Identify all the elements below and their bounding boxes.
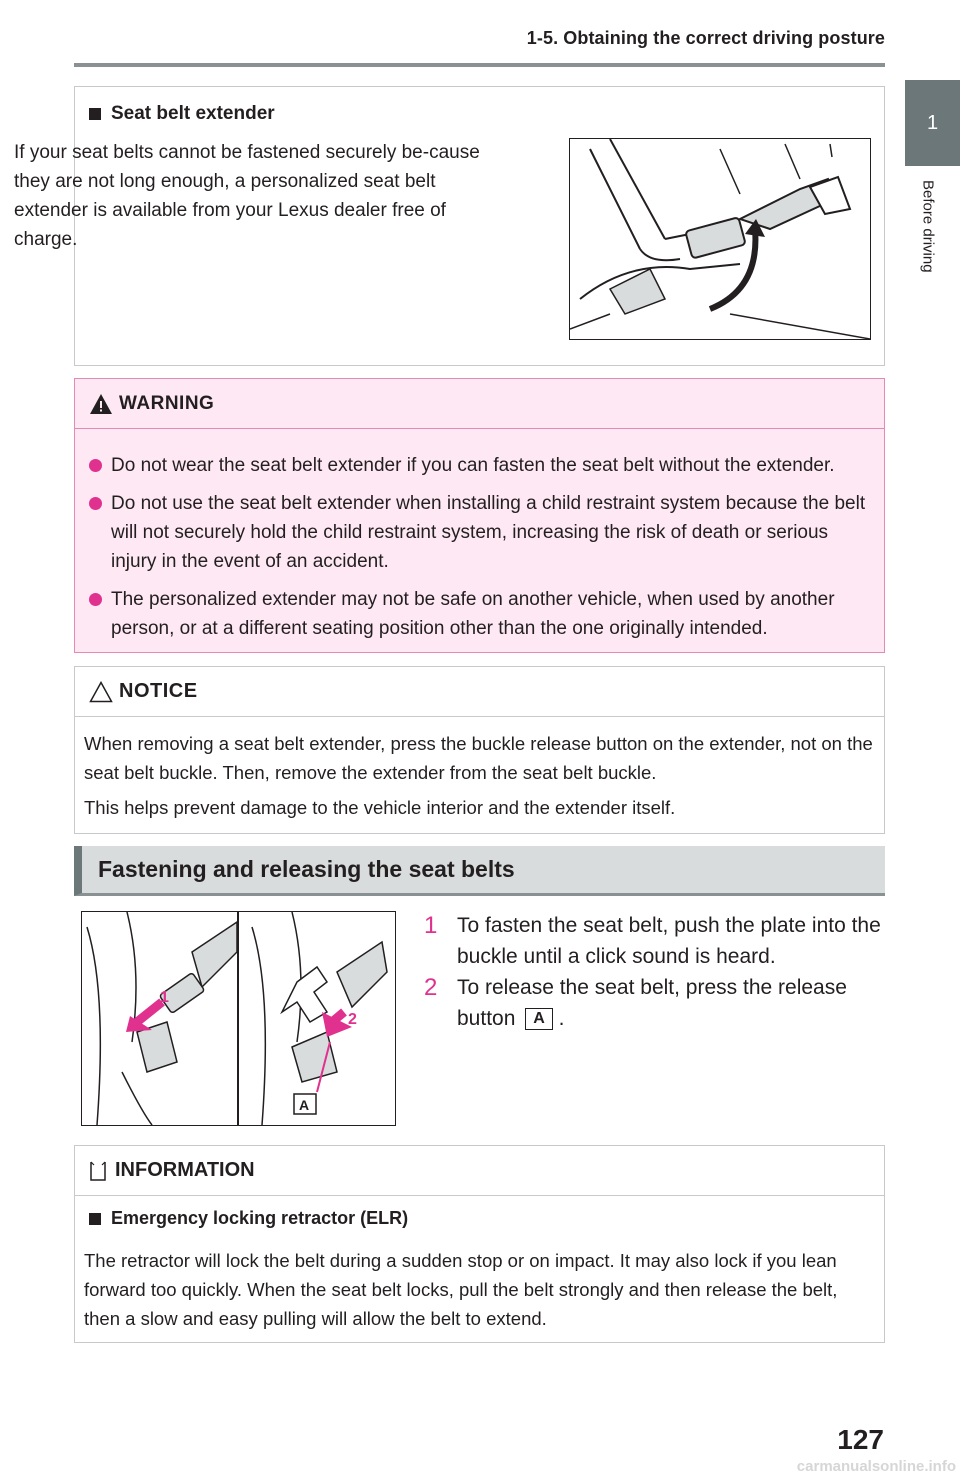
square-bullet-icon xyxy=(89,108,101,120)
figure-button-label: A xyxy=(299,1097,310,1113)
warning-title: WARNING xyxy=(119,392,215,414)
step-1 xyxy=(424,910,884,972)
watermark: carmanualsonline.info xyxy=(796,1458,956,1474)
caution-triangle-icon xyxy=(89,681,113,703)
bullet-icon xyxy=(89,459,102,472)
information-title: INFORMATION xyxy=(115,1159,255,1181)
step-2 xyxy=(424,972,884,1034)
bullet-icon xyxy=(89,497,102,510)
notice-header xyxy=(75,667,884,717)
warning-item: Do not wear the seat belt extender if you can fasten the seat belt without the extender. xyxy=(89,451,869,480)
information-icon xyxy=(89,1160,107,1182)
chapter-tab-label: Before driving xyxy=(919,180,937,273)
notice-box xyxy=(74,666,885,834)
button-reference-label: A xyxy=(525,1008,553,1030)
fasten-release-illustration xyxy=(81,911,396,1126)
extender-text: If your seat belts cannot be fastened securely be-cause they are not long enough, a personalized seat belt extender is available from your Lexus dealer free of charge. xyxy=(14,142,480,250)
section-heading-bar xyxy=(74,846,885,896)
notice-title: NOTICE xyxy=(119,680,198,702)
warning-box xyxy=(74,378,885,653)
step-text: To fasten the seat belt, push the plate into the buckle until a click sound is heard. xyxy=(457,914,881,968)
warning-triangle-icon xyxy=(89,393,113,415)
notice-paragraph: This helps prevent damage to the vehicle interior and the extender itself. xyxy=(84,797,676,818)
information-box xyxy=(74,1145,885,1343)
warning-item: The personalized extender may not be safe on another vehicle, when used by another person, or at a different seating position other than the one originally intended. xyxy=(89,585,869,643)
page-number: 127 xyxy=(837,1424,884,1455)
step-suffix: . xyxy=(558,1007,565,1030)
extender-title: Seat belt extender xyxy=(111,103,275,124)
notice-paragraph: When removing a seat belt extender, press the buckle release button on the extender, not on the seat belt buckle. Then, remove the extender from the seat belt buckle. xyxy=(84,733,873,783)
warning-item: Do not use the seat belt extender when installing a child restraint system because the belt will not securely hold the child restraint system, increasing the risk of death or serious injury in the event of an accident. xyxy=(89,489,869,576)
step-text: To release the seat belt, press the release button xyxy=(457,976,847,1030)
step-number: 1 xyxy=(424,912,438,939)
figure-step-1-label: 1 xyxy=(160,989,169,1006)
chapter-tab: 1 xyxy=(905,80,960,166)
bullet-icon xyxy=(89,593,102,606)
information-subheading: Emergency locking retractor (ELR) xyxy=(89,1208,408,1229)
warning-header xyxy=(75,379,884,429)
section-title: Fastening and releasing the seat belts xyxy=(98,856,515,882)
square-bullet-icon xyxy=(89,1213,101,1225)
seat-belt-extender-illustration xyxy=(569,138,871,340)
header-rule xyxy=(74,63,885,67)
step-number: 2 xyxy=(424,974,438,1001)
running-header: 1-5. Obtaining the correct driving posture xyxy=(526,28,885,48)
information-text: The retractor will lock the belt during a sudden stop or on impact. It may also lock if you lean forward too quickly. When the seat belt locks, pull the belt strongly and then release the belt, then a slow and easy pulling will allow the belt to extend. xyxy=(84,1250,838,1329)
figure-step-2-label: 2 xyxy=(348,1011,357,1028)
extender-heading xyxy=(89,103,275,125)
information-header xyxy=(75,1146,884,1196)
